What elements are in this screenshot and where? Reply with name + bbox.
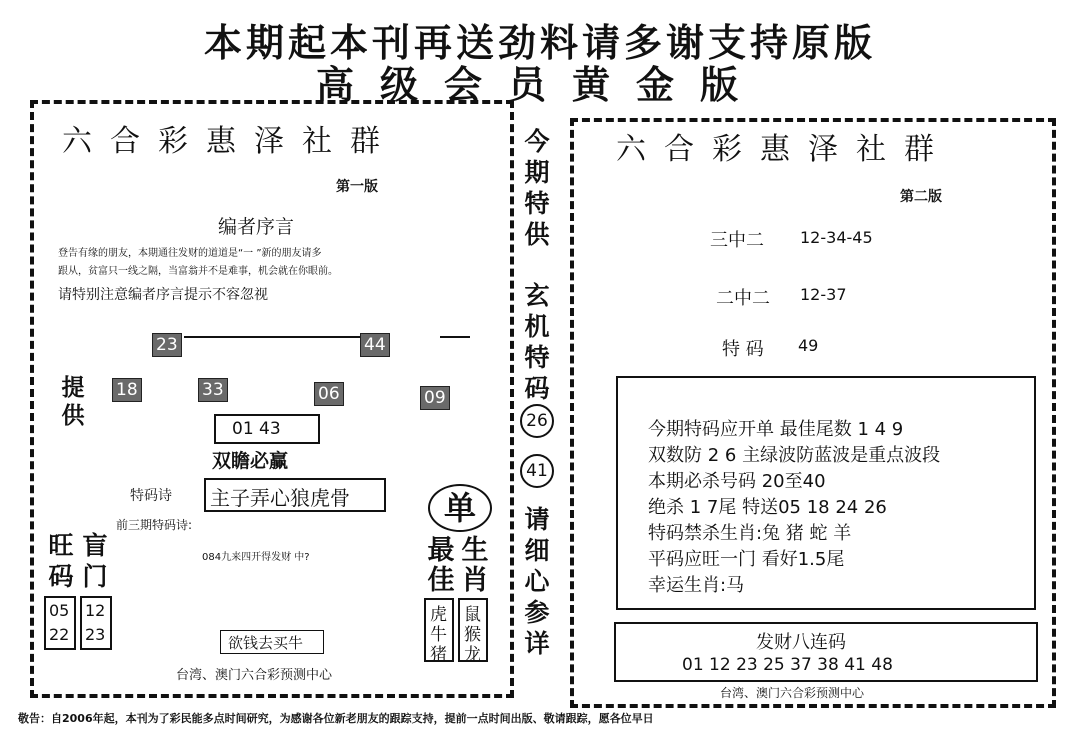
san-label: 三中二 bbox=[710, 230, 764, 251]
right-edition: 第二版 bbox=[900, 189, 942, 205]
prev-poem-text: 084九来四开得发财 中? bbox=[202, 552, 310, 563]
wang-num-1: 05 bbox=[49, 601, 70, 620]
single-badge: 单 bbox=[428, 484, 492, 532]
preface-line-2: 跟从，贫富只一线之隔，当富翁并不是难事，机会就在你眼前。 bbox=[58, 266, 338, 277]
best-label: 最佳 bbox=[427, 535, 455, 596]
provide-num-1: 18 bbox=[112, 378, 142, 402]
te-value: 49 bbox=[798, 336, 819, 355]
right-group-title: 六合彩惠泽社群 bbox=[616, 132, 952, 167]
bottom-notice: 敬告：自2006年起，本刊为了彩民能多点时间研究，为感谢各位新老朋友的跟踪支持，提前一点时间出版、敬请跟踪，愿各位早日 bbox=[18, 712, 654, 725]
connector-line bbox=[184, 336, 364, 338]
wang-ma-label: 旺码 bbox=[48, 531, 74, 591]
provide-num-3: 06 bbox=[314, 382, 344, 406]
provide-num-2: 33 bbox=[198, 378, 228, 402]
analysis-line-4: 绝杀 1 7尾 特送05 18 24 26 bbox=[648, 497, 887, 518]
provide-num-4: 09 bbox=[420, 386, 450, 410]
zodiac-a-3: 猪 bbox=[430, 645, 447, 665]
money-phrase: 欲钱去买牛 bbox=[228, 634, 304, 652]
dash-mark bbox=[440, 336, 470, 338]
provide-label: 提供 bbox=[61, 375, 85, 429]
middle-vert-1: 今期特供 bbox=[524, 127, 550, 249]
middle-vert-2: 玄机特码 bbox=[524, 281, 550, 403]
left-footer: 台湾、澳门六合彩预测中心 bbox=[176, 668, 333, 683]
preface-notice: 请特别注意编者序言提示不容忽视 bbox=[58, 287, 268, 303]
analysis-line-5: 特码禁杀生肖:兔 猪 蛇 羊 bbox=[648, 523, 852, 544]
mang-men-label: 盲门 bbox=[82, 531, 108, 591]
right-footer: 台湾、澳门六合彩预测中心 bbox=[720, 686, 865, 700]
poem-label: 特码诗 bbox=[130, 488, 172, 504]
mang-num-1: 12 bbox=[85, 601, 106, 620]
top-num-1: 23 bbox=[152, 333, 182, 357]
zodiac-b-1: 鼠 bbox=[464, 605, 481, 625]
left-edition: 第一版 bbox=[336, 179, 378, 195]
middle-vert-3: 请细心参详 bbox=[524, 505, 550, 658]
eight-nums: 01 12 23 25 37 38 41 48 bbox=[682, 655, 893, 675]
header-line-2: 高级会员黄金版 bbox=[315, 63, 764, 107]
analysis-line-6: 平码应旺一门 看好1.5尾 bbox=[648, 549, 845, 570]
preface-title: 编者序言 bbox=[218, 216, 295, 238]
double-phrase: 双瞻必赢 bbox=[212, 450, 289, 472]
wang-num-2: 22 bbox=[49, 625, 70, 644]
analysis-line-1: 今期特码应开单 最佳尾数 1 4 9 bbox=[648, 419, 904, 440]
poem-text: 主子弄心狼虎骨 bbox=[210, 486, 350, 510]
preface-line-1: 登告有缘的朋友，本期通往发财的道道是“一 ”新的朋友请多 bbox=[58, 248, 322, 259]
zodiac-a-1: 虎 bbox=[430, 605, 447, 625]
middle-circle-1: 26 bbox=[520, 404, 554, 438]
zodiac-b-2: 猴 bbox=[464, 625, 481, 645]
zodiac-b-3: 龙 bbox=[464, 645, 481, 665]
te-label: 特 码 bbox=[722, 339, 764, 360]
zodiac-a-2: 牛 bbox=[430, 625, 447, 645]
analysis-line-7: 幸运生肖:马 bbox=[648, 575, 745, 596]
zodiac-label: 生肖 bbox=[461, 535, 489, 596]
analysis-line-2: 双数防 2 6 主绿波防蓝波是重点波段 bbox=[648, 445, 941, 466]
top-num-2: 44 bbox=[360, 333, 390, 357]
mang-num-2: 23 bbox=[85, 625, 106, 644]
san-value: 12-34-45 bbox=[800, 228, 873, 247]
er-value: 12-37 bbox=[800, 285, 847, 304]
analysis-line-3: 本期必杀号码 20至40 bbox=[648, 471, 826, 492]
pair-box-text: 01 43 bbox=[232, 419, 281, 439]
prev-poems-label: 前三期特码诗: bbox=[116, 518, 193, 532]
er-label: 二中二 bbox=[716, 288, 770, 309]
header-line-1: 本期起本刊再送劲料请多谢支持原版 bbox=[203, 21, 876, 65]
left-group-title: 六合彩惠泽社群 bbox=[62, 124, 398, 159]
eight-title: 发财八连码 bbox=[756, 632, 846, 653]
middle-circle-2: 41 bbox=[520, 454, 554, 488]
